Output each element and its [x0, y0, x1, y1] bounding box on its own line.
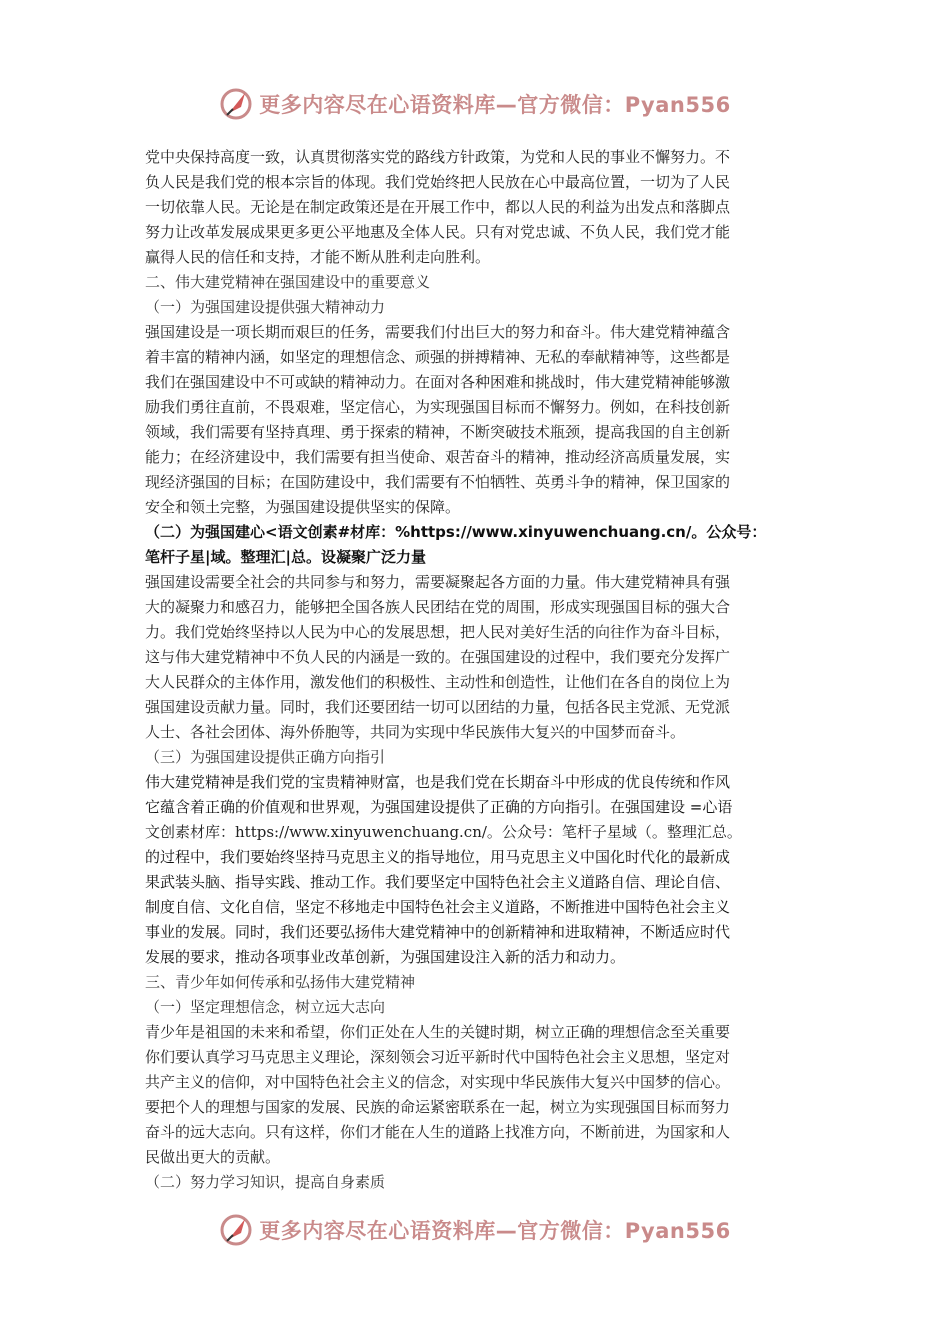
text-line: 着丰富的精神内涵，如坚定的理想信念、顽强的拼搏精神、无私的奉献精神等，这些都是 [145, 348, 731, 366]
text-line: 果武装头脑、指导实践、推动工作。我们要坚定中国特色社会主义道路自信、理论自信、 [145, 873, 731, 891]
text-line: 文创素材库：https://www.xinyuwenchuang.cn/。公众号：笔杆子星域（。整理汇总。 [145, 823, 742, 841]
text-line: 赢得人民的信任和支持，才能不断从胜利走向胜利。 [145, 248, 491, 266]
text-line: 民做出更大的贡献。 [145, 1148, 281, 1166]
text-line: 能力；在经济建设中，我们需要有担当使命、艰苦奋斗的精神，推动经济高质量发展，实 [145, 448, 731, 466]
text-line: 强国建设贡献力量。同时，我们还要团结一切可以团结的力量，包括各民主党派、无党派 [145, 698, 731, 716]
quill-logo-icon [219, 87, 253, 121]
banner-text: 更多内容尽在心语资料库—官方微信：Pyan556 [259, 1219, 731, 1243]
footer-banner [0, 1210, 950, 1250]
text-line: 领域，我们需要有坚持真理、勇于探索的精神，不断突破技术瓶颈，提高我国的自主创新 [145, 423, 731, 441]
text-line: 强国建设需要全社会的共同参与和努力，需要凝聚起各方面的力量。伟大建党精神具有强 [145, 573, 731, 591]
text-line: 这与伟大建党精神中不负人民的内涵是一致的。在强国建设的过程中，我们要充分发挥广 [145, 648, 731, 666]
banner-text: 更多内容尽在心语资料库—官方微信：Pyan556 [259, 93, 731, 117]
text-line: 你们要认真学习马克思主义理论，深刻领会习近平新时代中国特色社会主义思想，坚定对 [145, 1048, 731, 1066]
subsection-heading: （一）为强国建设提供强大精神动力 [145, 298, 386, 316]
text-line: 奋斗的远大志向。只有这样，你们才能在人生的道路上找准方向，不断前进，为国家和人 [145, 1123, 731, 1141]
text-line: 的过程中，我们要始终坚持马克思主义的指导地位，用马克思主义中国化时代化的最新成 [145, 848, 731, 866]
text-line: 共产主义的信仰，对中国特色社会主义的信念，对实现中华民族伟大复兴中国梦的信心。 [145, 1073, 731, 1091]
text-line: 大的凝聚力和感召力，能够把全国各族人民团结在党的周围，形成实现强国目标的强大合 [145, 598, 731, 616]
text-line: 制度自信、文化自信，坚定不移地走中国特色社会主义道路，不断推进中国特色社会主义 [145, 898, 731, 916]
text-line: 伟大建党精神是我们党的宝贵精神财富，也是我们党在长期奋斗中形成的优良传统和作风 [145, 773, 731, 791]
text-line: 励我们勇往直前，不畏艰难，坚定信心，为实现强国目标而不懈努力。例如，在科技创新 [145, 398, 731, 416]
text-line: 青少年是祖国的未来和希望，你们正处在人生的关键时期，树立正确的理想信念至关重要 [145, 1023, 731, 1041]
text-line: 要把个人的理想与国家的发展、民族的命运紧密联系在一起，树立为实现强国目标而努力 [145, 1098, 731, 1116]
text-line: 安全和领土完整，为强国建设提供坚实的保障。 [145, 498, 461, 516]
document-body [145, 145, 813, 1195]
text-line: 努力让改革发展成果更多更公平地惠及全体人民。只有对党忠诚、不负人民，我们党才能 [145, 223, 731, 241]
header-banner [0, 84, 950, 124]
text-line: 大人民群众的主体作用，激发他们的积极性、主动性和创造性，让他们在各自的岗位上为 [145, 673, 731, 691]
text-line: 人士、各社会团体、海外侨胞等，共同为实现中华民族伟大复兴的中国梦而奋斗。 [145, 723, 686, 741]
section-heading: 三、青少年如何传承和弘扬伟大建党精神 [145, 973, 416, 991]
subsection-heading: （三）为强国建设提供正确方向指引 [145, 748, 386, 766]
text-line: 事业的发展。同时，我们还要弘扬伟大建党精神中的创新精神和进取精神，不断适应时代 [145, 923, 731, 941]
quill-logo-icon [219, 1213, 253, 1247]
section-heading: 二、伟大建党精神在强国建设中的重要意义 [145, 273, 431, 291]
text-line: 一切依靠人民。无论是在制定政策还是在开展工作中，都以人民的利益为出发点和落脚点 [145, 198, 731, 216]
subsection-heading: 笔杆子星|域。整理汇|总。设凝聚广泛力量 [145, 548, 426, 566]
text-line: 党中央保持高度一致，认真贯彻落实党的路线方针政策，为党和人民的事业不懈努力。不 [145, 148, 731, 166]
subsection-heading: （一）坚定理想信念，树立远大志向 [145, 998, 386, 1016]
text-line: 现经济强国的目标；在国防建设中，我们需要有不怕牺牲、英勇斗争的精神，保卫国家的 [145, 473, 731, 491]
subsection-heading: （二）为强国建心<语文创素#材库：%https://www.xinyuwenchuang.cn/。公众号： [145, 523, 767, 541]
text-line: 它蕴含着正确的价值观和世界观，为强国建设提供了正确的方向指引。在强国建设 =心语 [145, 798, 733, 816]
text-line: 强国建设是一项长期而艰巨的任务，需要我们付出巨大的努力和奋斗。伟大建党精神蕴含 [145, 323, 731, 341]
subsection-heading: （二）努力学习知识，提高自身素质 [145, 1173, 386, 1191]
text-line: 力。我们党始终坚持以人民为中心的发展思想，把人民对美好生活的向往作为奋斗目标， [145, 623, 731, 641]
text-line: 负人民是我们党的根本宗旨的体现。我们党始终把人民放在心中最高位置，一切为了人民 [145, 173, 731, 191]
text-line: 发展的要求，推动各项事业改革创新，为强国建设注入新的活力和动力。 [145, 948, 626, 966]
text-line: 我们在强国建设中不可或缺的精神动力。在面对各种困难和挑战时，伟大建党精神能够激 [145, 373, 731, 391]
